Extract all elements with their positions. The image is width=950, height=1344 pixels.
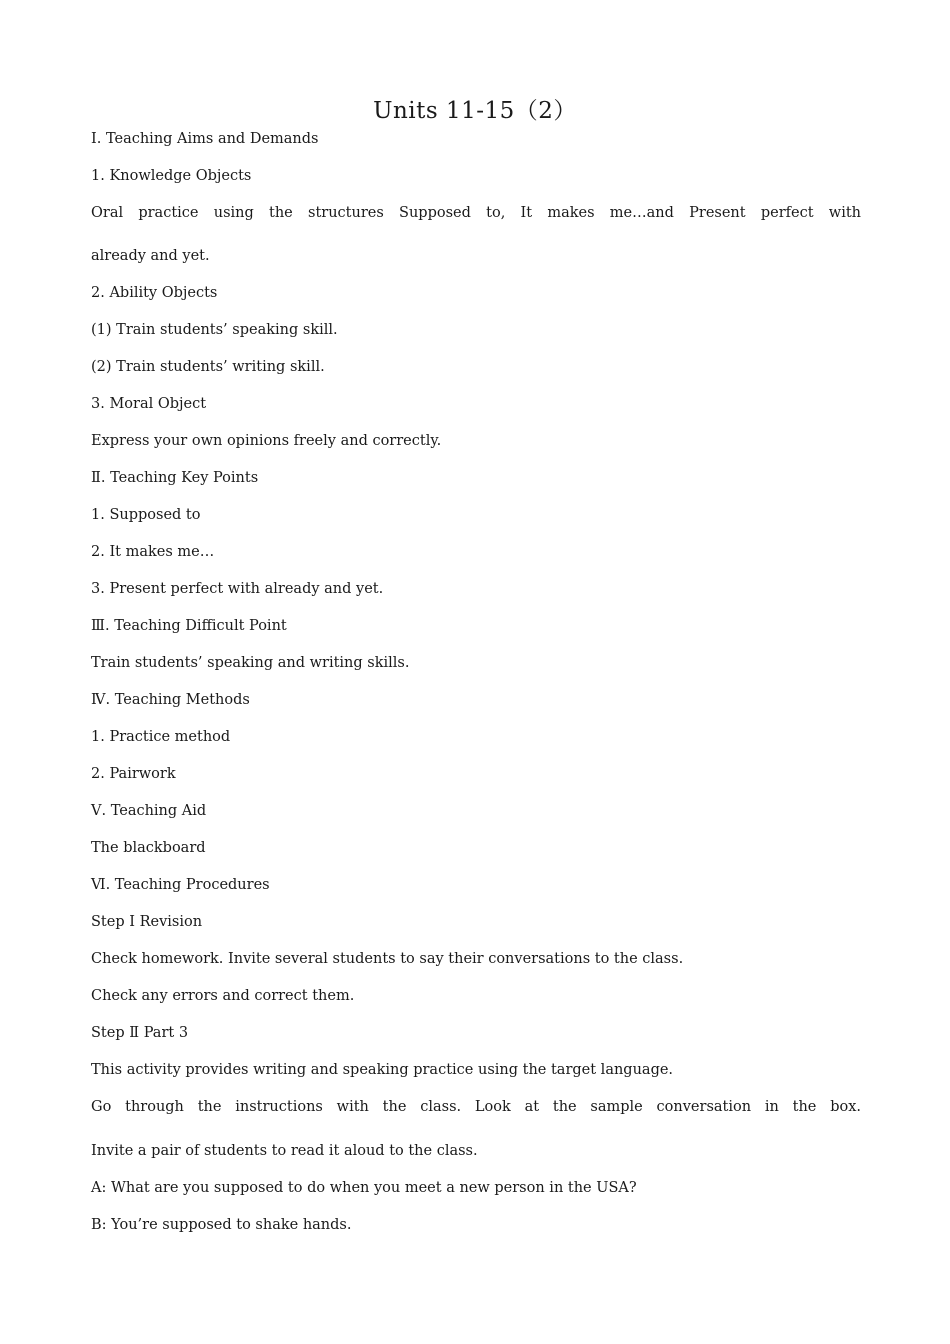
list-item: (1) Train students’ speaking skill. <box>91 322 338 338</box>
list-item: 3. Present perfect with already and yet. <box>91 581 384 597</box>
paragraph-line: Check any errors and correct them. <box>91 988 355 1004</box>
paragraph-line: Train students’ speaking and writing skills. <box>91 655 410 671</box>
step-heading: Step Ⅱ Part 3 <box>91 1025 189 1041</box>
paragraph-line: Check homework. Invite several students to say their conversations to the class. <box>91 951 684 967</box>
section-heading-aid: Ⅴ. Teaching Aid <box>91 803 207 819</box>
list-item: (2) Train students’ writing skill. <box>91 359 325 375</box>
section-heading-methods: Ⅳ. Teaching Methods <box>91 692 250 708</box>
list-item: 1. Practice method <box>91 729 231 745</box>
section-heading-procedures: Ⅵ. Teaching Procedures <box>91 877 270 893</box>
list-item: 2. Pairwork <box>91 766 176 782</box>
paragraph-line: This activity provides writing and speaking practice using the target language. <box>91 1062 674 1078</box>
subheading-moral-object: 3. Moral Object <box>91 396 207 412</box>
paragraph-line: Go through the instructions with the class. Look at the sample conversation in the box. <box>91 1099 861 1115</box>
list-item: 2. It makes me… <box>91 544 215 560</box>
dialogue-line: A: What are you supposed to do when you meet a new person in the USA? <box>91 1180 637 1196</box>
section-heading-key-points: Ⅱ. Teaching Key Points <box>91 470 259 486</box>
subheading-ability-objects: 2. Ability Objects <box>91 285 218 301</box>
paragraph-line: Oral practice using the structures Supposed to, It makes me…and Present perfect with <box>91 205 861 221</box>
step-heading: Step I Revision <box>91 914 203 930</box>
paragraph-line: The blackboard <box>91 840 206 856</box>
paragraph-line: Invite a pair of students to read it aloud to the class. <box>91 1143 478 1159</box>
section-heading-aims: Ⅰ. Teaching Aims and Demands <box>91 131 319 147</box>
subheading-knowledge-objects: 1. Knowledge Objects <box>91 168 252 184</box>
paragraph-line: Express your own opinions freely and correctly. <box>91 433 442 449</box>
list-item: 1. Supposed to <box>91 507 201 523</box>
document-title: Units 11-15（2） <box>373 98 577 124</box>
dialogue-line: B: You’re supposed to shake hands. <box>91 1217 352 1233</box>
paragraph-line: already and yet. <box>91 248 210 264</box>
section-heading-difficult-point: Ⅲ. Teaching Difficult Point <box>91 618 287 634</box>
